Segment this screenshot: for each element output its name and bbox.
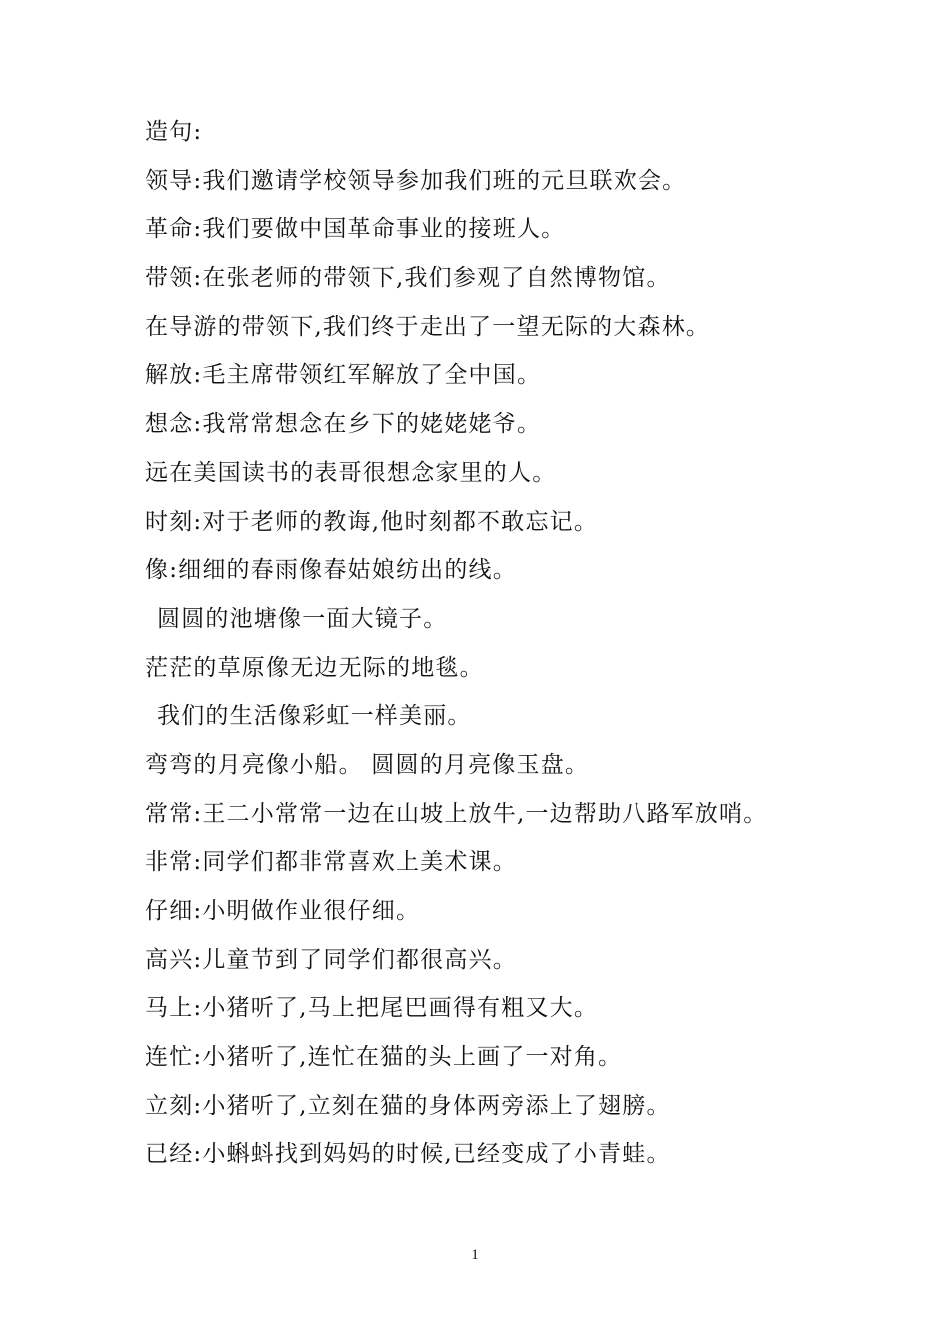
sentence-line: 想念:我常常想念在乡下的姥姥姥爷。	[145, 411, 542, 438]
sentence-line: 常常:王二小常常一边在山坡上放牛,一边帮助八路军放哨。	[145, 800, 768, 827]
sentence-line: 茫茫的草原像无边无际的地毯。	[145, 654, 484, 681]
sentence-line: 圆圆的池塘像一面大镜子。	[157, 605, 448, 632]
sentence-line: 马上:小猪听了,马上把尾巴画得有粗又大。	[145, 995, 599, 1022]
sentence-line: 已经:小蝌蚪找到妈妈的时候,已经变成了小青蛙。	[145, 1141, 671, 1168]
sentence-line: 非常:同学们都非常喜欢上美术课。	[145, 849, 517, 876]
sentence-line: 在导游的带领下,我们终于走出了一望无际的大森林。	[145, 313, 711, 340]
sentence-line: 解放:毛主席带领红军解放了全中国。	[145, 362, 542, 389]
sentence-line: 领导:我们邀请学校领导参加我们班的元旦联欢会。	[145, 167, 687, 194]
sentence-line: 革命:我们要做中国革命事业的接班人。	[145, 216, 566, 243]
page-number: 1	[471, 1247, 479, 1263]
sentence-line: 立刻:小猪听了,立刻在猫的身体两旁添上了翅膀。	[145, 1092, 671, 1119]
sentence-line: 弯弯的月亮像小船。 圆圆的月亮像玉盘。	[145, 751, 590, 778]
sentence-line: 带领:在张老师的带领下,我们参观了自然博物馆。	[145, 265, 671, 292]
sentence-line: 高兴:儿童节到了同学们都很高兴。	[145, 946, 517, 973]
section-heading: 造句:	[145, 119, 203, 145]
sentence-line: 像:细细的春雨像春姑娘纺出的线。	[145, 557, 517, 584]
sentence-list	[145, 108, 885, 1179]
sentence-line: 仔细:小明做作业很仔细。	[145, 898, 421, 924]
sentence-line: 连忙:小猪听了,连忙在猫的头上画了一对角。	[145, 1044, 623, 1071]
sentence-line: 远在美国读书的表哥很想念家里的人。	[145, 459, 557, 486]
sentence-line: 时刻:对于老师的教诲,他时刻都不敢忘记。	[145, 508, 599, 535]
sentence-line: 我们的生活像彩虹一样美丽。	[157, 703, 472, 730]
